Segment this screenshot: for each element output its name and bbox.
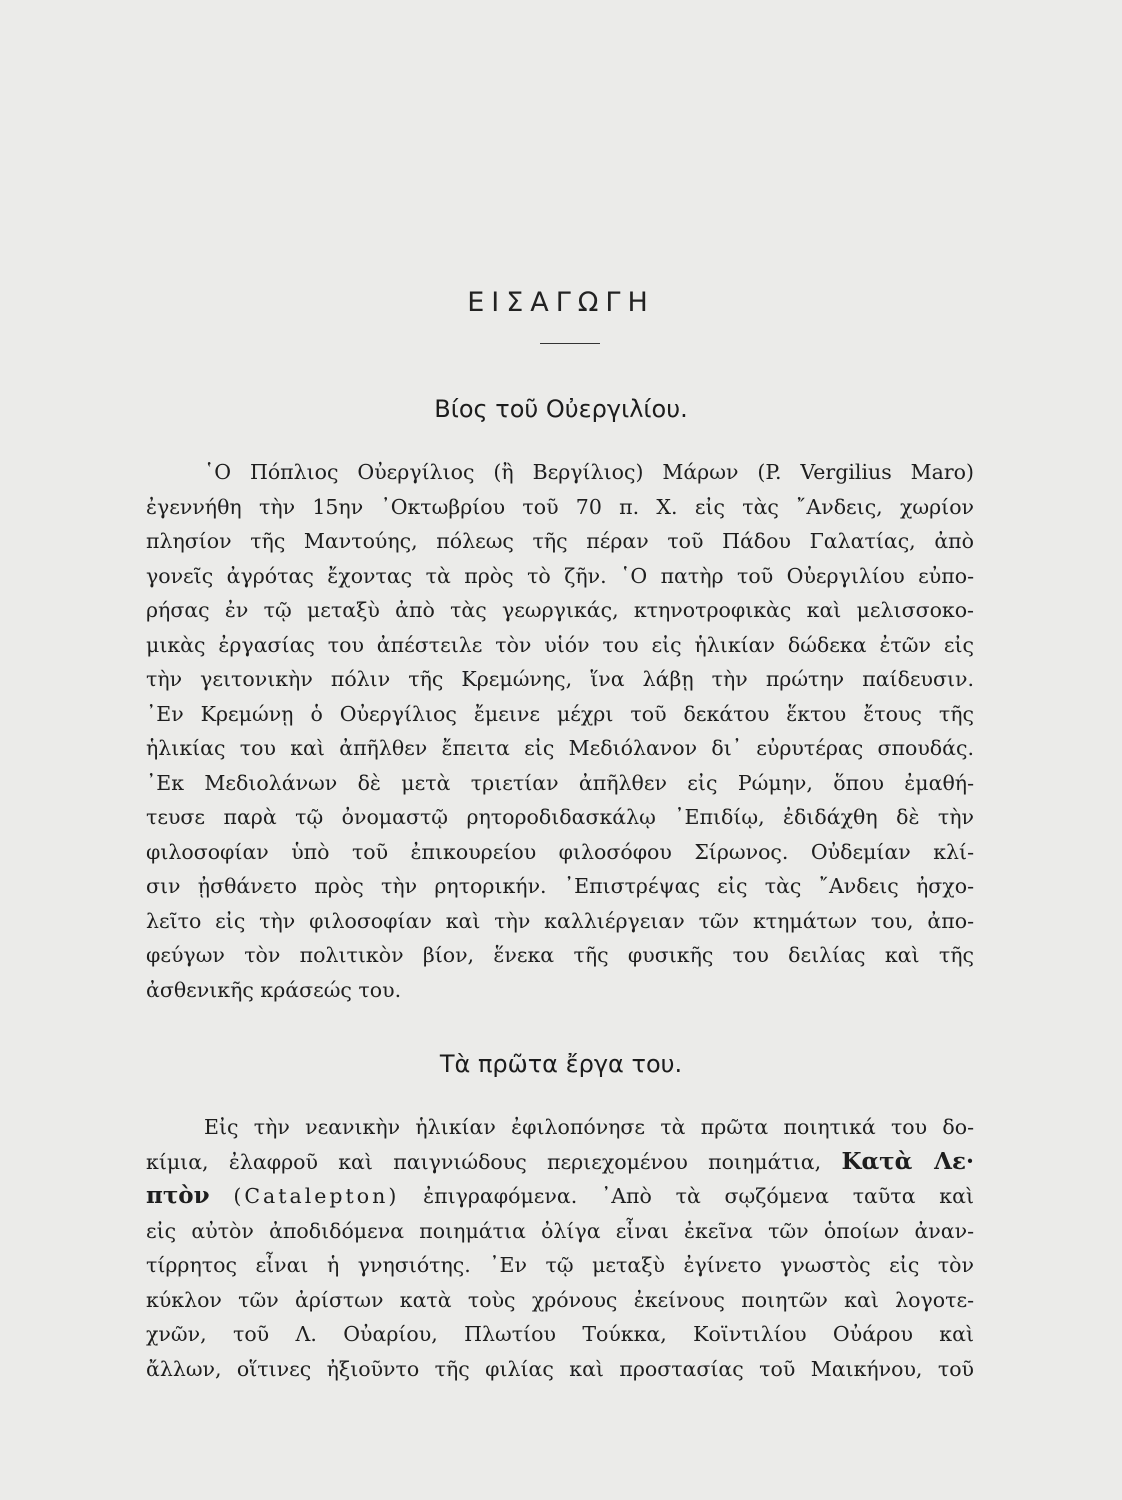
title-divider	[540, 343, 600, 344]
text-segment: ἐπιγραφόμενα. ᾿Απὸ τὰ σῳζόμενα ταῦτα καὶ	[423, 1184, 974, 1208]
text-line: τίρρητος εἶναι ἡ γνησιότης. ᾿Εν τῷ μεταξὺ ἐγίνετο γνωστὸς εἰς τὸν	[146, 1253, 974, 1277]
section-heading-life: Βίος τοῦ Οὐεργιλίου.	[434, 395, 688, 423]
text-line: ἐγεννήθη τὴν 15ην ᾿Οκτωβρίου τοῦ 70 π. Χ. εἰς τὰς ῎Ανδεις, χωρίον	[146, 494, 974, 519]
text-line: γονεῖς ἀγρότας ἔχοντας τὰ πρὸς τὸ ζῆν. ῾Ο πατὴρ τοῦ Οὐεργιλίου εὐπο-	[146, 563, 974, 588]
text-line: ἡλικίας του καὶ ἀπῆλθεν ἔπειτα εἰς Μεδιόλανον δι᾿ εὐρυτέρας σπουδάς.	[146, 736, 974, 760]
section-heading-early-works: Τὰ πρῶτα ἔργα του.	[439, 1050, 683, 1078]
work-title-bold: πτὸν	[146, 1182, 210, 1209]
text-line: ἀσθενικῆς κράσεώς του.	[146, 977, 402, 1002]
text-line: ἄλλων, οἵτινες ἠξιοῦντο τῆς φιλίας καὶ προστασίας τοῦ Μαικήνου, τοῦ	[146, 1356, 974, 1381]
text-line: φιλοσοφίαν ὑπὸ τοῦ ἐπικουρείου φιλοσόφου Σίρωνος. Οὐδεμίαν κλί-	[146, 839, 974, 864]
text-line	[146, 1145, 974, 1180]
text-line: φεύγων τὸν πολιτικὸν βίον, ἕνεκα τῆς φυσικῆς του δειλίας καὶ τῆς	[146, 943, 974, 967]
text-line: μικὰς ἐργασίας του ἀπέστειλε τὸν υἱόν του εἰς ἡλικίαν δώδεκα ἐτῶν εἰς	[146, 632, 974, 657]
text-line: ῾Ο Πόπλιος Οὐεργίλιος (ἢ Βεργίλιος) Μάρων (P. Vergilius Maro)	[204, 460, 974, 484]
text-line	[146, 1179, 974, 1214]
text-line: ᾿Εν Κρεμώνῃ ὁ Οὐεργίλιος ἔμεινε μέχρι τοῦ δεκάτου ἕκτου ἔτους τῆς	[146, 701, 974, 726]
text-segment: κίμια, ἐλαφροῦ καὶ παιγνιώδους περιεχομένου ποιημάτια,	[146, 1149, 822, 1174]
text-line: σιν ᾐσθάνετο πρὸς τὴν ρητορικήν. ᾿Επιστρέψας εἰς τὰς ῎Ανδεις ἠσχο-	[146, 874, 974, 898]
text-line: κύκλον τῶν ἀρίστων κατὰ τοὺς χρόνους ἐκείνους ποιητῶν καὶ λογοτε-	[146, 1287, 974, 1312]
paragraph-early-works	[146, 1110, 974, 1386]
text-line: λεῖτο εἰς τὴν φιλοσοφίαν καὶ τὴν καλλιέργειαν τῶν κτημάτων του, ἀπο-	[146, 908, 974, 933]
text-line: Εἰς τὴν νεανικὴν ἡλικίαν ἐφιλοπόνησε τὰ πρῶτα ποιητικά του δο-	[204, 1115, 974, 1139]
page-title: ΕΙΣΑΓΩΓΗ	[467, 287, 655, 318]
text-line: χνῶν, τοῦ Λ. Οὐαρίου, Πλωτίου Τούκκα, Κοϊντιλίου Οὐάρου καὶ	[146, 1322, 974, 1346]
text-line: τὴν γειτονικὴν πόλιν τῆς Κρεμώνης, ἵνα λάβῃ τὴν πρώτην παίδευσιν.	[146, 667, 974, 691]
work-title-bold: Κατὰ Λε·	[841, 1147, 974, 1175]
paragraph-life	[146, 455, 974, 1007]
text-line: τευσε παρὰ τῷ ὀνομαστῷ ρητοροδιδασκάλῳ ᾿Επιδίῳ, ἐδιδάχθη δὲ τὴν	[146, 805, 974, 829]
text-line: ᾿Εκ Μεδιολάνων δὲ μετὰ τριετίαν ἀπῆλθεν εἰς Ρώμην, ὅπου ἐμαθή-	[146, 770, 974, 795]
text-line: εἰς αὐτὸν ἀποδιδόμενα ποιημάτια ὀλίγα εἶναι ἐκεῖνα τῶν ὁποίων ἀναν-	[146, 1218, 974, 1243]
latin-title: (Catalepton)	[233, 1184, 400, 1208]
text-line: πλησίον τῆς Μαντούης, πόλεως τῆς πέραν τοῦ Πάδου Γαλατίας, ἀπὸ	[146, 529, 974, 553]
text-line: ρήσας ἐν τῷ μεταξὺ ἀπὸ τὰς γεωργικάς, κτηνοτροφικὰς καὶ μελισσοκο-	[146, 598, 974, 622]
